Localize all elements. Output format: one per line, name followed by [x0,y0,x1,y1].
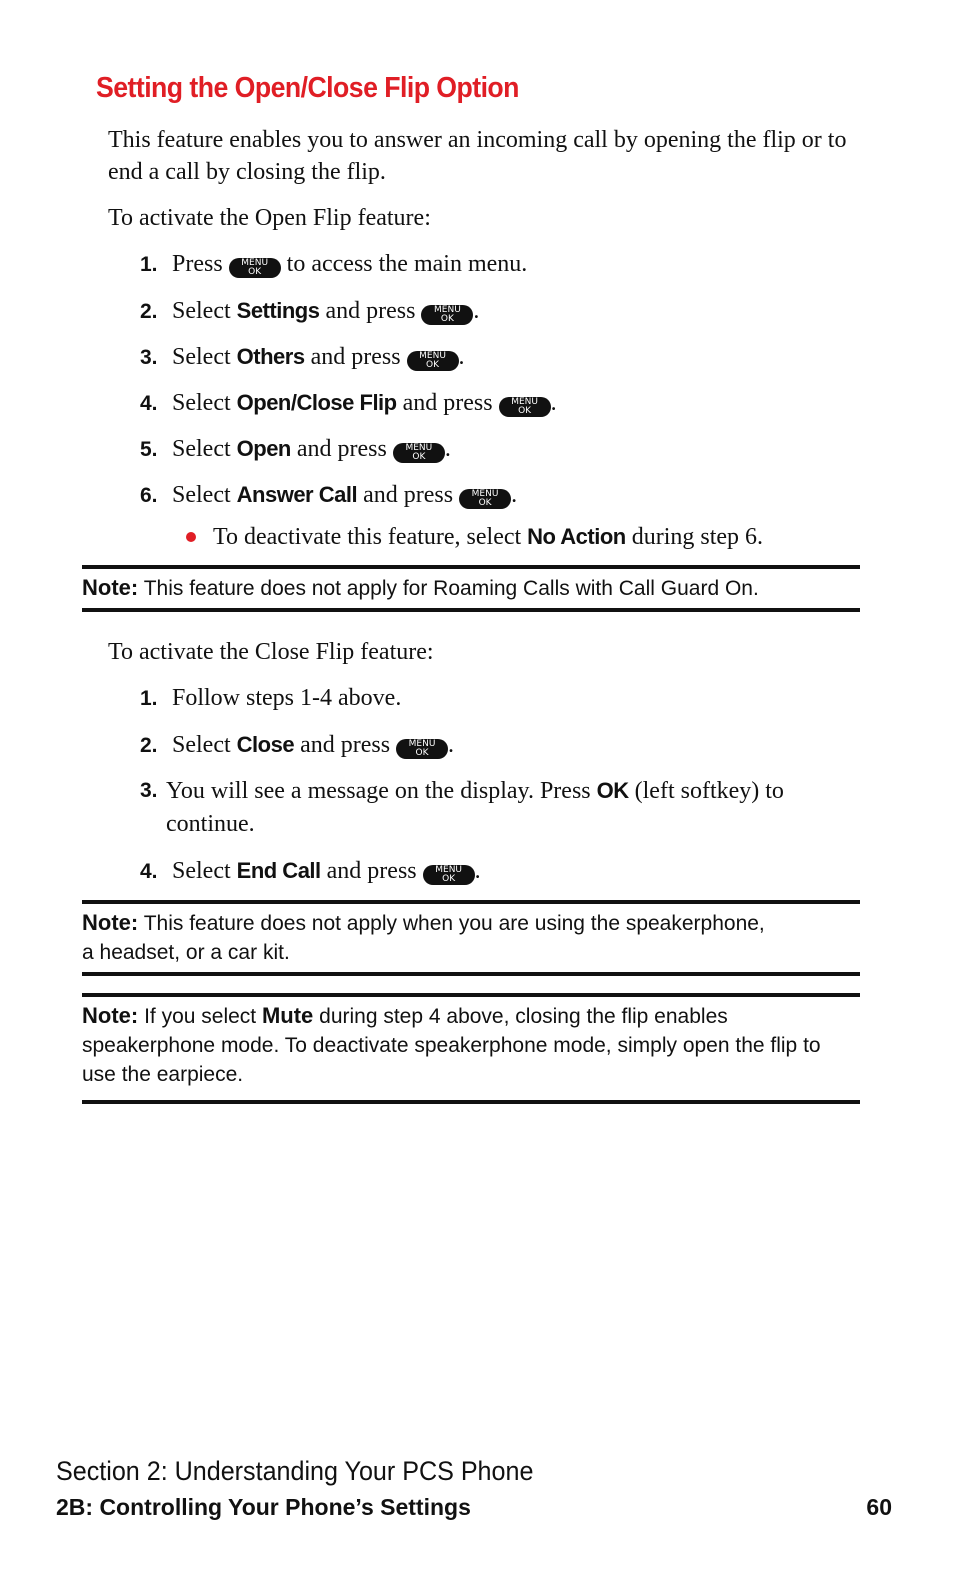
step-text: and press [325,298,416,324]
menu-ok-key-icon: MENU OK [393,443,445,463]
step-text: and press [300,732,391,758]
step-option: Others [236,344,305,369]
step-option: Close [236,732,295,757]
open-step-2: 2. Select Settings and press MENU OK . [140,294,860,328]
step-text: Select [172,298,231,324]
note-label: Note: [82,575,139,600]
note-option: Mute [261,1003,314,1028]
step-number: 4. [140,860,158,883]
step-number: 5. [140,438,158,461]
menu-ok-key-icon: MENU OK [421,305,473,325]
step-number: 2. [140,734,158,757]
open-step-5: 5. Select Open and press MENU OK . [140,432,860,466]
note-text: during step 4 above, closing the flip enables speakerphone mode. To deactivate speakerphone mode, simply open the flip to use the earpiece. [82,1005,821,1086]
note-text: If you select [144,1005,257,1028]
step-number: 3. [140,346,158,369]
open-step-3: 3. Select Others and press MENU OK . [140,340,860,374]
close-flip-heading: To activate the Close Flip feature: [108,639,434,665]
step-number: 3. [140,779,158,802]
step-text: You will see a message on the display. Press [166,778,591,804]
step-text: and press [363,482,454,508]
bullet-item [186,520,906,554]
step-option: Settings [236,298,320,323]
bullet-text: during step 6. [631,524,764,550]
note-box [82,565,860,612]
step-option: Open [236,436,291,461]
step-text: Select [172,482,231,508]
open-step-1 [140,248,860,281]
note-label: Note: [82,1003,139,1028]
step-number: 6. [140,484,158,507]
step-text: (left softkey) to continue. [166,778,784,837]
footer-chapter-title: 2B: Controlling Your Phone’s Settings [56,1494,471,1520]
step-text: Select [172,858,231,884]
step-option: Answer Call [236,482,358,507]
step-number: 4. [140,392,158,415]
bullet-icon [186,532,196,542]
note-box [82,900,860,976]
step-option: End Call [236,858,321,883]
note-text: This feature does not apply when you are using the speakerphone, [143,912,765,935]
step-text: and press [310,344,401,370]
open-step-6: 6. Select Answer Call and press MENU OK . [140,478,860,512]
menu-ok-key-icon: MENU OK [407,351,459,371]
menu-ok-key-icon: MENU OK [499,397,551,417]
open-step-4: 4. Select Open/Close Flip and press MENU OK . [140,386,860,420]
step-number: 1. [140,687,158,710]
footer-section-title: Section 2: Understanding Your PCS Phone [56,1456,534,1486]
step-text: Select [172,390,231,416]
step-text: and press [296,436,387,462]
bullet-text: To deactivate this feature, select [213,524,522,550]
close-step-3 [140,774,860,841]
step-number: 2. [140,300,158,323]
close-step-1 [140,682,860,715]
open-flip-heading: To activate the Open Flip feature: [108,205,431,231]
step-number: 1. [140,253,158,276]
step-text: Follow steps 1-4 above. [172,685,402,711]
step-text: and press [326,858,417,884]
note-text: a headset, or a car kit. [82,941,290,964]
note-text: This feature does not apply for Roaming Calls with Call Guard On. [143,577,759,600]
step-text: Select [172,732,231,758]
page-number: 60 [866,1494,892,1520]
menu-ok-key-icon: MENU OK [423,865,475,885]
page-title: Setting the Open/Close Flip Option [96,72,519,104]
intro-paragraph: This feature enables you to answer an incoming call by opening the flip or to end a call by closing the flip. [108,127,847,185]
step-text: Select [172,344,231,370]
step-text: Select [172,436,231,462]
menu-ok-key-icon: MENU OK [396,739,448,759]
step-option: Open/Close Flip [236,390,397,415]
bullet-option: No Action [527,524,626,549]
step-text: to access the main menu. [286,251,528,277]
step-text: Press [172,251,223,277]
close-step-4: 4. Select End Call and press MENU OK . [140,854,860,888]
note-label: Note: [82,910,139,935]
close-step-2: 2. Select Close and press MENU OK . [140,728,860,762]
step-text: and press [402,390,493,416]
note-box [82,993,860,1104]
menu-ok-key-icon: MENU OK [229,258,281,278]
step-option: OK [596,778,629,803]
menu-ok-key-icon: MENU OK [459,489,511,509]
